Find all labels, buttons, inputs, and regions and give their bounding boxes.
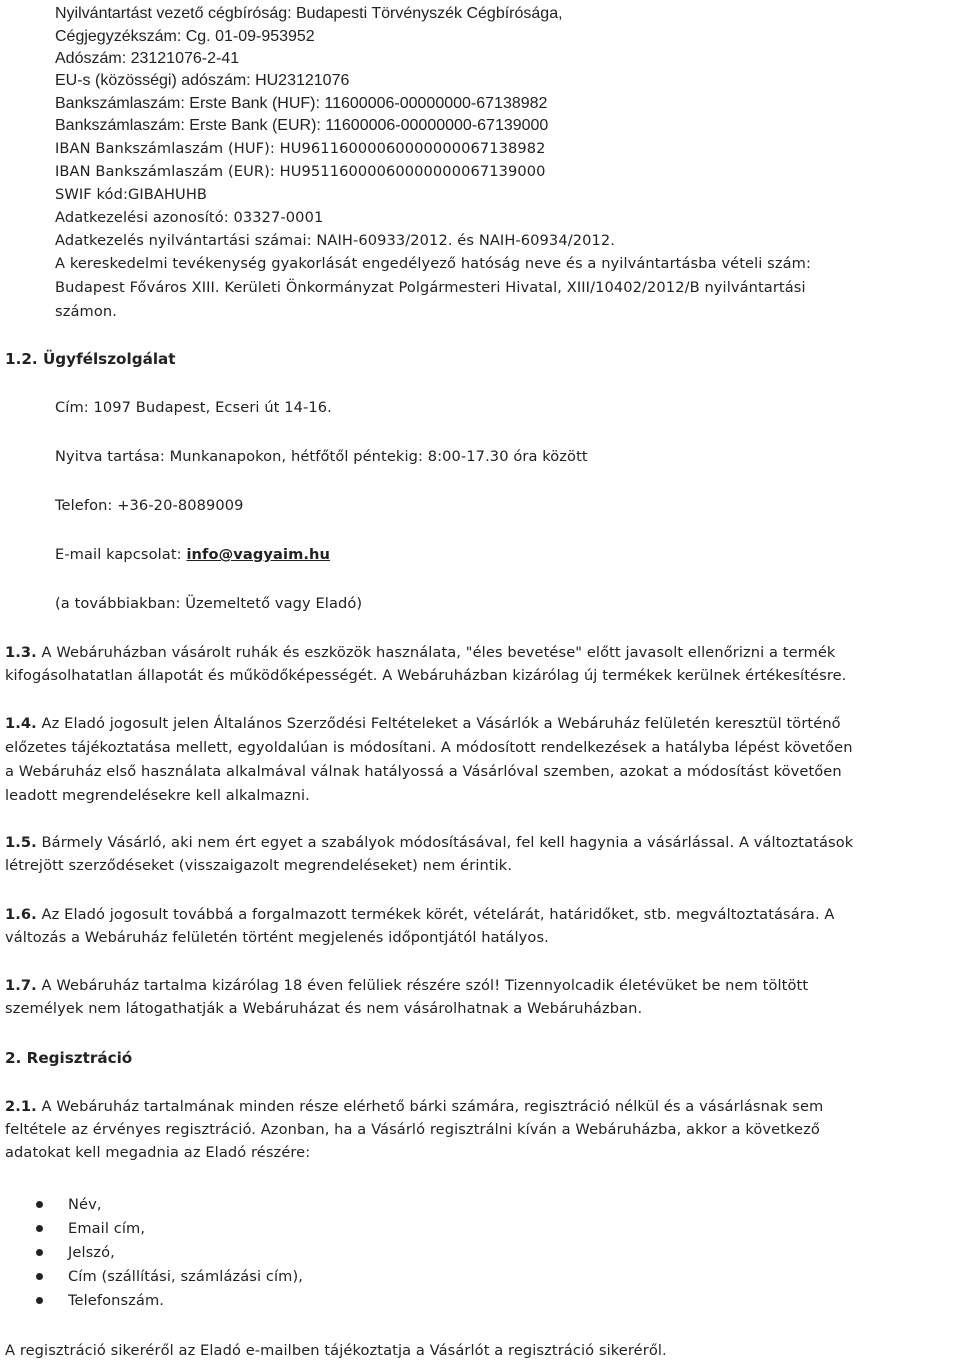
list-item: Név, xyxy=(68,1196,102,1213)
section-1-3-number: 1.3. xyxy=(5,644,37,661)
section-1-3-line-1 xyxy=(5,642,836,664)
section-1-3-text: A Webáruházban vásárolt ruhák és eszközök használata, "éles bevetése" előtt javasolt ellenőrizni a termék xyxy=(36,644,836,661)
list-item: Jelszó, xyxy=(68,1244,115,1261)
customer-service-heading: 1.2. Ügyfélszolgálat xyxy=(5,350,176,368)
section-1-4-text: Az Eladó jogosult jelen Általános Szerződési Feltételeket a Vásárlók a Webáruház felületén keresztül történő xyxy=(36,715,841,732)
section-1-6-line-2: változás a Webáruház felületén történt megjelenés időpontjától hatályos. xyxy=(5,929,549,946)
bank-eur-line: Bankszámlaszám: Erste Bank (EUR): 11600006-00000000-67139000 xyxy=(55,117,549,134)
list-bullet xyxy=(36,1249,43,1256)
list-item: Cím (szállítási, számlázási cím), xyxy=(68,1268,304,1285)
section-1-4-line-2: előzetes tájékoztatása mellett, egyoldalúan is módosítani. A módosított rendelkezések a hatályba lépést követően xyxy=(5,739,853,756)
section-1-4-line-1 xyxy=(5,713,841,735)
section-1-7-line-1 xyxy=(5,975,808,997)
section-2-1-text: A Webáruház tartalmának minden része elérhető bárki számára, regisztráció nélkül és a vásárlásnak sem xyxy=(36,1098,824,1115)
list-bullet xyxy=(36,1273,43,1280)
iban-eur-line: IBAN Bankszámlaszám (EUR): HU95116000060000000067139000 xyxy=(55,163,546,180)
list-bullet xyxy=(36,1201,43,1208)
section-1-4-number: 1.4. xyxy=(5,715,37,732)
section-1-3-line-2: kifogásolhatatlan állapotát és működőképességét. A Webáruházban kizárólag új termékek kerülnek értékesítésre. xyxy=(5,667,847,684)
authority-line-1: A kereskedelmi tevékenység gyakorlását engedélyező hatóság neve és a nyilvántartásba vételi szám: xyxy=(55,255,812,272)
section-1-4-line-4: leadott megrendelésekre kell alkalmazni. xyxy=(5,787,310,804)
reg-number-line: Cégjegyzékszám: Cg. 01-09-953952 xyxy=(55,28,315,45)
registry-line: Nyilvántartást vezető cégbíróság: Budapesti Törvényszék Cégbírósága, xyxy=(55,5,563,22)
registration-heading: 2. Regisztráció xyxy=(5,1049,133,1067)
opening-hours-line: Nyitva tartása: Munkanapokon, hétfőtől péntekig: 8:00-17.30 óra között xyxy=(55,448,588,465)
data-reg-line: Adatkezelés nyilvántartási számai: NAIH-60933/2012. és NAIH-60934/2012. xyxy=(55,232,615,249)
registration-final-line: A regisztráció sikeréről az Eladó e-mailben tájékoztatja a Vásárlót a regisztráció sikeréről. xyxy=(5,1342,667,1359)
tax-number-line: Adószám: 23121076-2-41 xyxy=(55,50,240,67)
alias-line: (a továbbiakban: Üzemeltető vagy Eladó) xyxy=(55,595,363,612)
bank-huf-line: Bankszámlaszám: Erste Bank (HUF): 11600006-00000000-67138982 xyxy=(55,95,548,112)
email-line xyxy=(55,544,330,566)
phone-line: Telefon: +36-20-8089009 xyxy=(55,497,244,514)
section-1-5-line-2: létrejött szerződéseket (visszaigazolt megrendeléseket) nem érintik. xyxy=(5,857,513,874)
section-1-7-line-2: személyek nem látogathatják a Webáruházat és nem vásárolhatnak a Webáruházban. xyxy=(5,1000,643,1017)
list-item: Telefonszám. xyxy=(68,1292,165,1309)
email-label: E-mail kapcsolat: xyxy=(55,546,187,563)
section-1-5-number: 1.5. xyxy=(5,834,37,851)
iban-huf-line: IBAN Bankszámlaszám (HUF): HU96116000060000000067138982 xyxy=(55,140,546,157)
section-1-6-number: 1.6. xyxy=(5,906,37,923)
section-1-7-text: A Webáruház tartalma kizárólag 18 éven felüliek részére szól! Tizennyolcadik életévüket be nem töltött xyxy=(36,977,809,994)
section-1-5-line-1 xyxy=(5,832,853,854)
list-bullet xyxy=(36,1225,43,1232)
list-item: Email cím, xyxy=(68,1220,146,1237)
section-1-4-line-3: a Webáruház első használata alkalmával válnak hatályossá a Vásárlóval szemben, azokat a módosítást követően xyxy=(5,763,842,780)
section-2-1-line-3: adatokat kell megadnia az Eladó részére: xyxy=(5,1144,311,1161)
list-bullet xyxy=(36,1297,43,1304)
section-2-1-line-1 xyxy=(5,1096,823,1118)
authority-line-2: Budapest Főváros XIII. Kerületi Önkormányzat Polgármesteri Hivatal, XIII/10402/2012/B nyilvántartási xyxy=(55,279,806,296)
authority-line-3: számon. xyxy=(55,303,117,320)
eu-tax-number-line: EU-s (közösségi) adószám: HU23121076 xyxy=(55,72,350,89)
data-id-line: Adatkezelési azonosító: 03327-0001 xyxy=(55,209,324,226)
email-link[interactable]: info@vagyaim.hu xyxy=(186,546,330,563)
section-2-1-number: 2.1. xyxy=(5,1098,37,1115)
section-2-1-line-2: feltétele az érvényes regisztráció. Azonban, ha a Vásárló regisztrálni kíván a Webáruházba, akkor a következő xyxy=(5,1121,820,1138)
section-1-7-number: 1.7. xyxy=(5,977,37,994)
section-1-6-line-1 xyxy=(5,904,835,926)
swift-line: SWIF kód:GIBAHUHB xyxy=(55,186,208,203)
section-1-5-text: Bármely Vásárló, aki nem ért egyet a szabályok módosításával, fel kell hagynia a vásárlással. A változtatások xyxy=(36,834,854,851)
address-line: Cím: 1097 Budapest, Ecseri út 14-16. xyxy=(55,399,332,416)
section-1-6-text: Az Eladó jogosult továbbá a forgalmazott termékek körét, vételárát, határidőket, stb. megváltoztatására. A xyxy=(36,906,835,923)
